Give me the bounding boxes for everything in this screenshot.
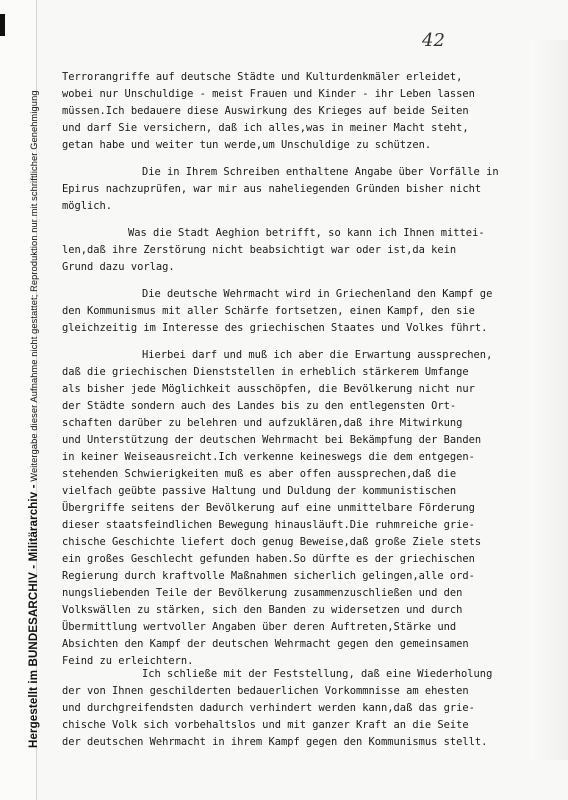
text-line: schaften darüber zu belehren und aufzuklären,daß ihre Mitwirkung: [62, 417, 463, 429]
text-line: der Städte sondern auch des Landes bis zu den entlegensten Ort-: [62, 400, 457, 412]
corner-mark: [0, 14, 5, 36]
text-line: Ich schließe mit der Feststellung, daß eine Wiederholung: [142, 668, 493, 680]
text-line: Die in Ihrem Schreiben enthaltene Angabe über Vorfälle in: [142, 166, 499, 178]
page-right-edge: [530, 40, 568, 760]
text-line: Die deutsche Wehrmacht wird in Griechenland den Kampf ge: [142, 288, 493, 300]
text-line: vielfach geübte passive Haltung und Duldung der kommunistischen: [62, 485, 457, 497]
text-line: und durchgreifendsten dadurch verhindert werden kann,daß das grie-: [62, 702, 475, 714]
text-line: Volkswällen zu stärken, sich den Banden zu widersetzen und durch: [62, 604, 463, 616]
text-line: gleichzeitig im Interesse des griechischen Staates und Volkes führt.: [62, 322, 488, 334]
text-line: Epirus nachzuprüfen, war mir aus naheliegenden Gründen bisher nicht: [62, 183, 482, 195]
text-line: Übergriffe seitens der Bevölkerung auf eine unmittelbare Förderung: [62, 502, 475, 514]
text-line: chische Geschichte liefert doch genug Beweise,daß große Ziele stets: [62, 536, 482, 548]
text-line: Terrorangriffe auf deutsche Städte und Kulturdenkmäler erleidet,: [62, 71, 463, 83]
text-line: der von Ihnen geschilderten bedauerlichen Vorkommnisse am ehesten: [62, 685, 469, 697]
text-line: möglich.: [62, 200, 113, 212]
text-line: den Kommunismus mit aller Schärfe fortsetzen, einen Kampf, den sie: [62, 305, 475, 317]
text-line: daß die griechischen Dienststellen in erheblich stärkerem Umfange: [62, 366, 469, 378]
text-line: als bisher jede Möglichkeit ausschöpfen, die Bevölkerung nicht nur: [62, 383, 475, 395]
text-line: Regierung durch kraftvolle Maßnahmen sicherlich gelingen,alle ord-: [62, 570, 475, 582]
text-line: wobei nur Unschuldige - meist Frauen und Kinder - ihr Leben lassen: [62, 88, 475, 100]
text-line: Was die Stadt Aeghion betrifft, so kann ich Ihnen mittei-: [128, 227, 485, 239]
text-line: Hierbei darf und muß ich aber die Erwartung aussprechen,: [142, 349, 493, 361]
text-line: getan habe und weiter tun werde,um Unschuldige zu schützen.: [62, 139, 432, 151]
text-line: len,daß ihre Zerstörung nicht beabsichtigt war oder ist,da kein: [62, 244, 457, 256]
text-line: nungsliebenden Teile der Bevölkerung zusammenzuschließen und den: [62, 587, 463, 599]
text-line: müssen.Ich bedauere diese Auswirkung des Krieges auf beide Seiten: [62, 105, 469, 117]
text-line: Übermittlung wertvoller Angaben über deren Auftreten,Stärke und: [62, 621, 457, 633]
text-line: dieser staatsfeindlichen Bewegung hinausläuft.Die ruhmreiche grie-: [62, 519, 475, 531]
archive-stamp-prefix: Hergestellt im BUNDESARCHIV - Militärarchiv -: [28, 484, 40, 748]
page-number: 42: [422, 30, 445, 51]
text-line: und darf Sie versichern, daß ich alles,was in meiner Macht steht,: [62, 122, 469, 134]
text-line: Absichten den Kampf der deutschen Wehrmacht gegen den gemeinsamen: [62, 638, 469, 650]
text-line: chische Volk sich vorbehaltslos und mit ganzer Kraft an die Seite: [62, 719, 469, 731]
text-line: und Unterstützung der deutschen Wehrmacht bei Bekämpfung der Banden: [62, 434, 482, 446]
text-line: stehenden Schwierigkeiten muß es aber offen aussprechen,daß die: [62, 468, 457, 480]
text-line: ein großes Geschlecht gefunden haben.So dürfte es der griechischen: [62, 553, 475, 565]
archive-stamp: [28, 58, 40, 748]
archive-stamp-notice: Weitergabe dieser Aufnahme nicht gestattet; Reproduktion nur mit schriftlicher Genehmigung: [29, 90, 39, 482]
text-line: in keiner Weiseausreicht.Ich verkenne keineswegs die dem entgegen-: [62, 451, 475, 463]
text-line: Feind zu erleichtern.: [62, 655, 194, 667]
text-line: Grund dazu vorlag.: [62, 261, 175, 273]
text-line: der deutschen Wehrmacht in ihrem Kampf gegen den Kommunismus stellt.: [62, 736, 488, 748]
